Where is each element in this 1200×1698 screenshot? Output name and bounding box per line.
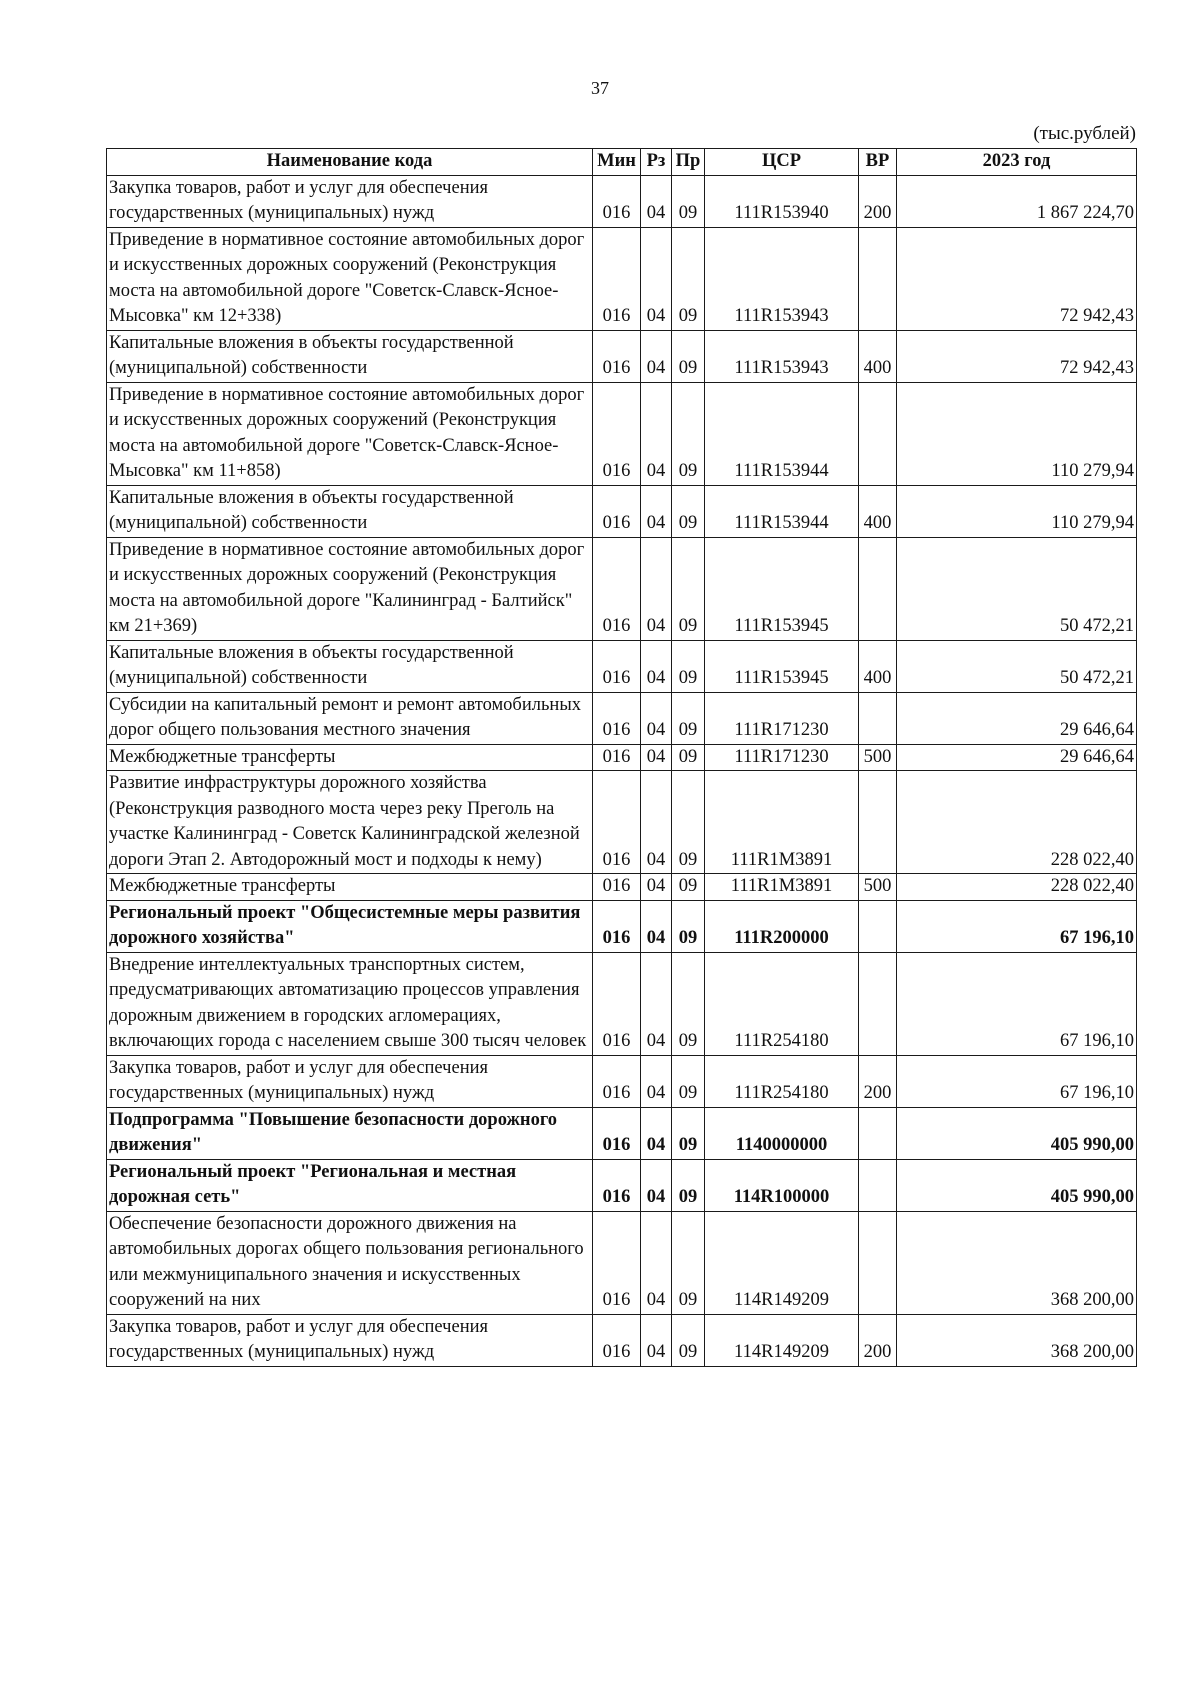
row-name-cell: Субсидии на капитальный ремонт и ремонт автомобильных дорог общего пользования местного значения [107, 692, 593, 744]
row-min-cell: 016 [593, 227, 641, 330]
row-min-cell: 016 [593, 330, 641, 382]
row-min-cell: 016 [593, 1159, 641, 1211]
row-min-cell: 016 [593, 1107, 641, 1159]
row-rz-cell: 04 [641, 1107, 672, 1159]
row-pr-cell: 09 [672, 1211, 705, 1314]
row-amount-cell: 368 200,00 [897, 1211, 1137, 1314]
table-row [107, 771, 1137, 874]
row-rz-cell: 04 [641, 1159, 672, 1211]
row-min-cell: 016 [593, 640, 641, 692]
row-rz-cell: 04 [641, 537, 672, 640]
row-pr-cell: 09 [672, 900, 705, 952]
table-row [107, 692, 1137, 744]
row-csr-cell: 111R153940 [705, 175, 859, 227]
row-csr-cell: 111R153943 [705, 330, 859, 382]
table-row [107, 1159, 1137, 1211]
row-pr-cell: 09 [672, 771, 705, 874]
row-csr-cell: 111R153945 [705, 537, 859, 640]
row-rz-cell: 04 [641, 1211, 672, 1314]
row-vr-cell [859, 771, 897, 874]
row-vr-cell: 400 [859, 485, 897, 537]
header-rz: Рз [641, 149, 672, 176]
row-name-cell: Приведение в нормативное состояние автомобильных дорог и искусственных дорожных сооружений (Реконструкция моста на автомобильной дороге "Советск-Славск-Ясное-Мысовка" км 11+858) [107, 382, 593, 485]
header-year: 2023 год [897, 149, 1137, 176]
row-pr-cell: 09 [672, 744, 705, 771]
units-label: (тыс.рублей) [1033, 123, 1136, 144]
row-rz-cell: 04 [641, 640, 672, 692]
row-min-cell: 016 [593, 175, 641, 227]
row-amount-cell: 1 867 224,70 [897, 175, 1137, 227]
table-row [107, 744, 1137, 771]
table-row [107, 485, 1137, 537]
table-header [107, 149, 1137, 176]
row-amount-cell: 67 196,10 [897, 952, 1137, 1055]
row-amount-cell: 368 200,00 [897, 1314, 1137, 1366]
row-min-cell: 016 [593, 382, 641, 485]
row-min-cell: 016 [593, 692, 641, 744]
header-csr: ЦСР [705, 149, 859, 176]
row-pr-cell: 09 [672, 382, 705, 485]
table-row [107, 640, 1137, 692]
row-vr-cell: 200 [859, 1055, 897, 1107]
row-vr-cell: 400 [859, 640, 897, 692]
row-vr-cell [859, 900, 897, 952]
table-row [107, 1055, 1137, 1107]
header-pr: Пр [672, 149, 705, 176]
row-csr-cell: 114R100000 [705, 1159, 859, 1211]
row-vr-cell [859, 537, 897, 640]
row-pr-cell: 09 [672, 1314, 705, 1366]
row-min-cell: 016 [593, 1211, 641, 1314]
row-amount-cell: 405 990,00 [897, 1159, 1137, 1211]
row-name-cell: Капитальные вложения в объекты государственной (муниципальной) собственности [107, 640, 593, 692]
row-min-cell: 016 [593, 874, 641, 901]
row-name-cell: Закупка товаров, работ и услуг для обеспечения государственных (муниципальных) нужд [107, 1314, 593, 1366]
row-min-cell: 016 [593, 537, 641, 640]
row-amount-cell: 72 942,43 [897, 227, 1137, 330]
table-row [107, 330, 1137, 382]
row-pr-cell: 09 [672, 330, 705, 382]
row-vr-cell [859, 1159, 897, 1211]
row-min-cell: 016 [593, 744, 641, 771]
row-csr-cell: 111R153944 [705, 382, 859, 485]
header-row [107, 149, 1137, 176]
row-csr-cell: 111R1M3891 [705, 771, 859, 874]
row-min-cell: 016 [593, 771, 641, 874]
header-name: Наименование кода [107, 149, 593, 176]
row-vr-cell [859, 382, 897, 485]
row-name-cell: Закупка товаров, работ и услуг для обеспечения государственных (муниципальных) нужд [107, 1055, 593, 1107]
row-rz-cell: 04 [641, 1314, 672, 1366]
row-rz-cell: 04 [641, 900, 672, 952]
row-csr-cell: 111R1M3891 [705, 874, 859, 901]
row-amount-cell: 228 022,40 [897, 874, 1137, 901]
row-vr-cell [859, 1211, 897, 1314]
row-csr-cell: 114R149209 [705, 1314, 859, 1366]
row-amount-cell: 72 942,43 [897, 330, 1137, 382]
row-amount-cell: 110 279,94 [897, 485, 1137, 537]
row-vr-cell [859, 227, 897, 330]
row-vr-cell: 200 [859, 175, 897, 227]
row-amount-cell: 110 279,94 [897, 382, 1137, 485]
table-row [107, 900, 1137, 952]
row-amount-cell: 405 990,00 [897, 1107, 1137, 1159]
row-pr-cell: 09 [672, 1055, 705, 1107]
row-vr-cell: 400 [859, 330, 897, 382]
row-min-cell: 016 [593, 900, 641, 952]
row-csr-cell: 111R153945 [705, 640, 859, 692]
row-vr-cell [859, 952, 897, 1055]
row-name-cell: Обеспечение безопасности дорожного движения на автомобильных дорогах общего пользования регионального или межмуниципального значения и искусственных сооружений на них [107, 1211, 593, 1314]
row-min-cell: 016 [593, 1055, 641, 1107]
row-vr-cell: 200 [859, 1314, 897, 1366]
row-name-cell: Региональный проект "Региональная и местная дорожная сеть" [107, 1159, 593, 1211]
row-csr-cell: 111R254180 [705, 1055, 859, 1107]
table-row [107, 1211, 1137, 1314]
budget-table [106, 148, 1137, 1367]
row-csr-cell: 1140000000 [705, 1107, 859, 1159]
row-csr-cell: 111R254180 [705, 952, 859, 1055]
row-rz-cell: 04 [641, 227, 672, 330]
row-rz-cell: 04 [641, 744, 672, 771]
header-min: Мин [593, 149, 641, 176]
row-rz-cell: 04 [641, 382, 672, 485]
row-csr-cell: 111R171230 [705, 692, 859, 744]
row-name-cell: Внедрение интеллектуальных транспортных систем, предусматривающих автоматизацию процессов управления дорожным движением в городских агломерациях, включающих города с населением свыше 300 тысяч человек [107, 952, 593, 1055]
table-row [107, 1107, 1137, 1159]
row-name-cell: Приведение в нормативное состояние автомобильных дорог и искусственных дорожных сооружений (Реконструкция моста на автомобильной дороге "Советск-Славск-Ясное-Мысовка" км 12+338) [107, 227, 593, 330]
row-csr-cell: 111R153944 [705, 485, 859, 537]
row-name-cell: Подпрограмма "Повышение безопасности дорожного движения" [107, 1107, 593, 1159]
row-name-cell: Капитальные вложения в объекты государственной (муниципальной) собственности [107, 330, 593, 382]
row-csr-cell: 114R149209 [705, 1211, 859, 1314]
row-pr-cell: 09 [672, 1107, 705, 1159]
row-name-cell: Капитальные вложения в объекты государственной (муниципальной) собственности [107, 485, 593, 537]
table-row [107, 537, 1137, 640]
table-row [107, 382, 1137, 485]
row-pr-cell: 09 [672, 485, 705, 537]
row-rz-cell: 04 [641, 1055, 672, 1107]
page-number: 37 [591, 78, 609, 98]
row-pr-cell: 09 [672, 537, 705, 640]
budget-table-container [106, 148, 1136, 1367]
row-amount-cell: 228 022,40 [897, 771, 1137, 874]
table-body [107, 175, 1137, 1366]
row-name-cell: Закупка товаров, работ и услуг для обеспечения государственных (муниципальных) нужд [107, 175, 593, 227]
row-name-cell: Региональный проект "Общесистемные меры развития дорожного хозяйства" [107, 900, 593, 952]
row-pr-cell: 09 [672, 952, 705, 1055]
row-rz-cell: 04 [641, 175, 672, 227]
row-pr-cell: 09 [672, 640, 705, 692]
row-amount-cell: 50 472,21 [897, 537, 1137, 640]
row-rz-cell: 04 [641, 874, 672, 901]
row-pr-cell: 09 [672, 227, 705, 330]
row-min-cell: 016 [593, 952, 641, 1055]
header-vr: ВР [859, 149, 897, 176]
row-pr-cell: 09 [672, 874, 705, 901]
row-min-cell: 016 [593, 485, 641, 537]
row-vr-cell [859, 692, 897, 744]
row-rz-cell: 04 [641, 771, 672, 874]
row-pr-cell: 09 [672, 692, 705, 744]
row-csr-cell: 111R153943 [705, 227, 859, 330]
row-csr-cell: 111R200000 [705, 900, 859, 952]
row-amount-cell: 50 472,21 [897, 640, 1137, 692]
row-rz-cell: 04 [641, 330, 672, 382]
row-rz-cell: 04 [641, 485, 672, 537]
row-csr-cell: 111R171230 [705, 744, 859, 771]
row-name-cell: Межбюджетные трансферты [107, 874, 593, 901]
row-rz-cell: 04 [641, 692, 672, 744]
row-vr-cell [859, 1107, 897, 1159]
table-row [107, 1314, 1137, 1366]
table-row [107, 952, 1137, 1055]
row-rz-cell: 04 [641, 952, 672, 1055]
row-pr-cell: 09 [672, 1159, 705, 1211]
row-pr-cell: 09 [672, 175, 705, 227]
table-row [107, 874, 1137, 901]
row-amount-cell: 29 646,64 [897, 744, 1137, 771]
row-vr-cell: 500 [859, 744, 897, 771]
table-row [107, 227, 1137, 330]
row-amount-cell: 29 646,64 [897, 692, 1137, 744]
row-amount-cell: 67 196,10 [897, 900, 1137, 952]
row-min-cell: 016 [593, 1314, 641, 1366]
table-row [107, 175, 1137, 227]
row-name-cell: Приведение в нормативное состояние автомобильных дорог и искусственных дорожных сооружений (Реконструкция моста на автомобильной дороге "Калининград - Балтийск" км 21+369) [107, 537, 593, 640]
row-name-cell: Межбюджетные трансферты [107, 744, 593, 771]
row-vr-cell: 500 [859, 874, 897, 901]
row-amount-cell: 67 196,10 [897, 1055, 1137, 1107]
row-name-cell: Развитие инфраструктуры дорожного хозяйства (Реконструкция разводного моста через реку Преголь на участке Калининград - Советск Калининградской железной дороги Этап 2. Автодорожный мост и подходы к нему) [107, 771, 593, 874]
